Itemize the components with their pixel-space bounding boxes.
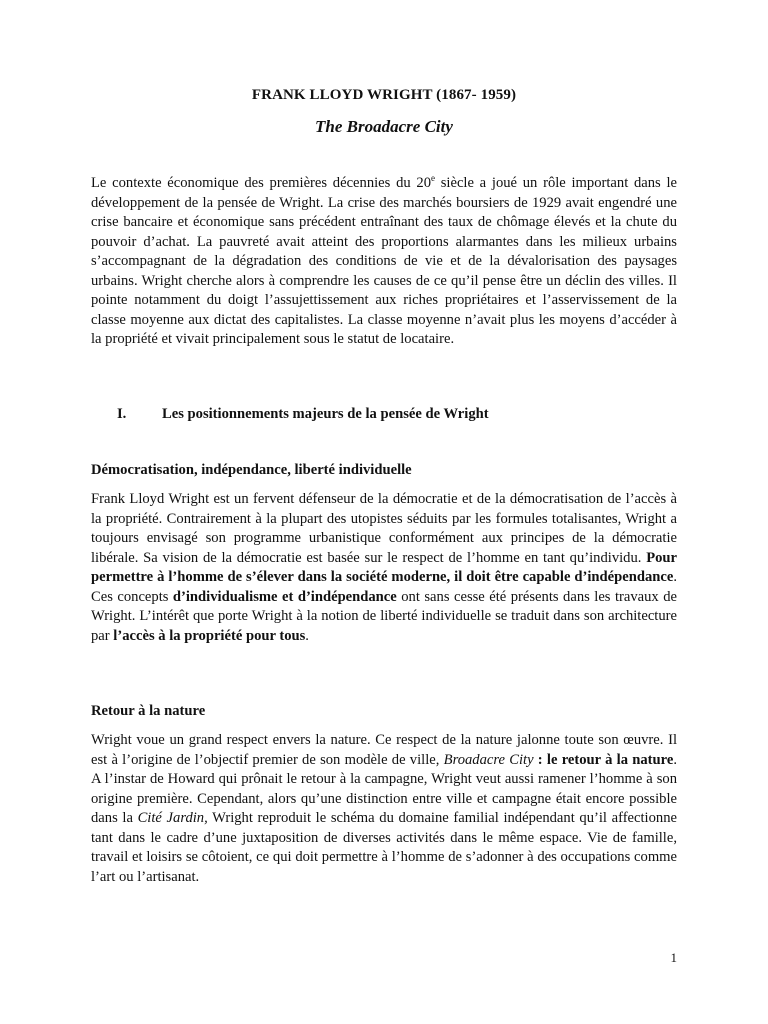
nature-text-2: . A l’instar de Howard qui prônait le retour à la campagne, Wright veut aussi ramener l’homme à son origine première. Cependant, alors qu’une distinction entre ville et campagne était encore possible dans la (91, 751, 677, 826)
document-title: The Broadacre City (315, 117, 453, 136)
democratisation-bold-2: d’individualisme et d’indépendance (172, 588, 397, 605)
section-heading (117, 406, 489, 423)
author-heading: FRANK LLOYD WRIGHT (1867- 1959) (251, 87, 517, 103)
nature-italic-1: Broadacre City (443, 751, 534, 768)
democratisation-bold-1: Pour permettre à l’homme de s’élever dans la société moderne, il doit être capable d’indépendance (91, 549, 677, 585)
intro-superscript: e (431, 173, 435, 184)
section-number: I. (117, 406, 127, 422)
subheading-democratisation: Démocratisation, indépendance, liberté individuelle (91, 462, 412, 478)
democratisation-text-3: ont sans cesse été présents dans les travaux de Wright. L’intérêt que porte Wright à la notion de liberté individuelle se traduit dans son architecture par (91, 588, 677, 644)
nature-paragraph (91, 731, 677, 887)
democratisation-text-4: . (305, 627, 309, 644)
democratisation-text-1: Frank Lloyd Wright est un fervent défenseur de la démocratie et de la démocratisation de l’accès à la propriété. Contrairement à la plupart des utopistes séduits par les formules totalisantes, Wright a toujours envisagé son programme urbanistique conformément aux principes de la démocratie libérale. Sa vision de la démocratie est basée sur le respect de l’homme en tant qu’individu. (91, 491, 677, 566)
subheading-nature: Retour à la nature (91, 703, 206, 719)
democratisation-paragraph (91, 490, 677, 646)
intro-text-2: siècle a joué un rôle important dans le développement de la pensée de Wright. La crise des marchés boursiers de 1929 avait engendré une crise bancaire et économique sans précédent entraînant des taux de chômage élevés et la chute du pouvoir d’achat. La pauvreté avait atteint des proportions alarmantes dans les milieux urbains s’accompagnant de la dégradation des conditions de vie et de la dévalorisation des paysages urbains. Wright cherche alors à comprendre les causes de ce qu’il pense être un déclin des villes. Il pointe notamment du doigt l’assujettissement aux riches propriétaires et l’asservissement de la classe moyenne aux dictat des capitalistes. La classe moyenne n’avait plus les moyens d’accéder à la propriété et vivait principalement sous le statut de locataire. (91, 175, 677, 347)
nature-text-3: Wright reproduit le schéma du domaine familial indépendant qu’il affectionne tant dans le cadre d’une juxtaposition de diverses activités dans le même espace. Vie de famille, travail et loisirs se côtoient, ce qui doit permettre à l’homme de s’adonner à des occupations comme l’art ou l’artisanat. (91, 810, 677, 885)
nature-text-1: Wright voue un grand respect envers la nature. Ce respect de la nature jalonne toute son œuvre. Il est à l’origine de l’objectif premier de son modèle de ville, (91, 732, 677, 768)
intro-paragraph (91, 174, 677, 350)
democratisation-text-2: . Ces concepts (91, 569, 677, 605)
intro-text-1: Le contexte économique des premières décennies du 20 (91, 175, 431, 191)
page-number: 1 (670, 950, 677, 965)
democratisation-bold-3: l’accès à la propriété pour tous (113, 627, 306, 644)
nature-italic-2: Cité Jardin, (137, 810, 208, 826)
nature-bold-1: : le retour à la nature (533, 751, 674, 768)
section-title: Les positionnements majeurs de la pensée de Wright (162, 406, 489, 422)
